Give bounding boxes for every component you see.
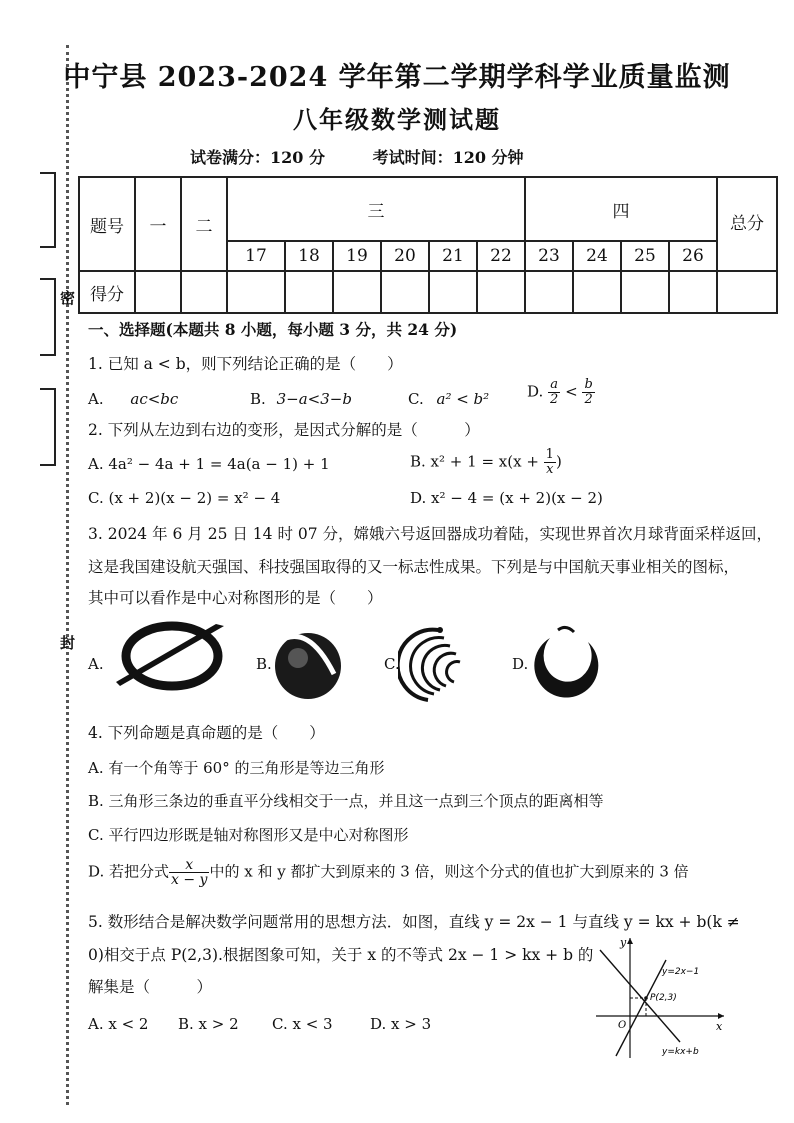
q1-option-b [250,390,352,408]
q4-option-a: A. 有一个角等于 60° 的三角形是等边三角形 [88,759,385,777]
qnum-cell: 26 [669,241,717,271]
option-letter: C. [408,390,424,408]
q4-option-d [88,858,689,887]
score-cell[interactable] [381,271,429,313]
q3-option-a-label: A. [88,655,104,673]
score-label: 得分 [79,271,135,313]
qnum-cell: 23 [525,241,573,271]
binding-dotted-line [66,45,69,1105]
fraction: $\frac{a}{2}$ [550,377,559,407]
seal-char-mi: 密 [60,289,76,307]
q2-option-d: D. x² − 4 = (x + 2)(x − 2) [410,489,603,507]
exam-subtitle: 八年级数学测试题 [293,105,501,134]
q3-line3: 其中可以看作是中心对称图形的是（ ） [88,589,383,607]
qnum-cell: 20 [381,241,429,271]
q3-line1: 3. 2024 年 6 月 25 日 14 时 07 分，嫦娥六号返回器成功着陆，实现世界首次月球背面采样返回， [88,525,773,543]
total-header: 总分 [717,177,777,271]
x-axis-arrow-icon [718,1013,724,1019]
intersection-point [644,996,648,1000]
score-cell[interactable] [227,271,285,313]
q3-option-c-label: C. [384,655,400,673]
q5-line3: 解集是（ ） [88,978,213,996]
q4-stem: 4. 下列命题是真命题的是（ ） [88,724,325,742]
exam-title: 中宁县 2023-2024 学年第二学期学科学业质量监测 [63,62,731,93]
score-cell[interactable] [477,271,525,313]
q4-d-post: 中的 x 和 y 都扩大到原来的 3 倍，则这个分式的值也扩大到原来的 3 倍 [209,862,689,881]
line1-label: y=2x−1 [662,967,700,977]
score-cell[interactable] [181,271,227,313]
x-axis-label: x [716,1020,723,1033]
q5-option-c: C. x < 3 [272,1015,333,1033]
score-cell[interactable] [573,271,621,313]
q5-line2: 0)相交于点 P(2,3).根据图象可知，关于 x 的不等式 2x − 1 > kx + b 的 [88,946,594,964]
space-logo-a-icon [112,620,232,692]
exam-meta [190,145,566,168]
crescent-logo-d-icon [530,624,604,704]
q1-option-a [88,390,178,408]
q1-option-d [527,378,595,407]
qnum-cell: 21 [429,241,477,271]
score-table [78,176,778,314]
qnum-cell: 18 [285,241,333,271]
y-axis-label: y [620,936,627,949]
option-letter: D. [527,382,544,401]
q5-line1: 5. 数形结合是解决数学问题常用的思想方法．如图，直线 y = 2x − 1 与直线 y = kx + b(k ≠ [88,913,740,931]
q5-option-a: A. x < 2 [88,1015,149,1033]
q3-option-b-label: B. [256,655,272,673]
q2-b-close: ) [555,452,562,471]
qnum-cell: 22 [477,241,525,271]
q2-stem: 2. 下列从左边到右边的变形，是因式分解的是（ ） [88,421,480,439]
q1-b-math: 3−a<3−b [276,390,352,408]
q4-option-b: B. 三角形三条边的垂直平分线相交于一点，并且这一点到三个顶点的距离相等 [88,792,604,810]
line-y-2x-minus-1 [616,960,666,1056]
q2-option-a: A. 4a² − 4a + 1 = 4a(a − 1) + 1 [88,455,330,473]
score-cell[interactable] [525,271,573,313]
sec4-header: 四 [525,177,717,241]
qnum-cell: 17 [227,241,285,271]
q2-option-b [410,448,562,477]
q3-option-d-label: D. [512,655,529,673]
qnum-cell: 24 [573,241,621,271]
qnum-cell: 25 [621,241,669,271]
sec1-header: 一 [135,177,181,271]
q3-line2: 这是我国建设航天强国、科技强国取得的又一标志性成果。下列是与中国航天事业相关的图标， [88,558,740,576]
fraction: $\frac{b}{2}$ [584,377,593,407]
q1-option-c [408,390,489,408]
q1-stem: 1. 已知 a < b，则下列结论正确的是（ ） [88,355,403,373]
q5-option-d: D. x > 3 [370,1015,432,1033]
line2-label: y=kx+b [662,1047,699,1057]
sec2-header: 二 [181,177,227,271]
arcs-logo-c-icon [398,622,470,706]
binding-bracket [40,172,56,248]
option-letter: B. [250,390,266,408]
q1-c-math: a² < b² [436,390,490,408]
q4-option-c: C. 平行四边形既是轴对称图形又是中心对称图形 [88,826,409,844]
qnum-cell: 19 [333,241,381,271]
option-letter: A. [88,390,104,408]
fraction: $\frac{x}{x - y}$ [171,857,208,888]
less-than: < [565,382,578,401]
binding-bracket [40,278,56,356]
score-cell[interactable] [717,271,777,313]
score-row [79,271,777,313]
qnum-label: 题号 [79,177,135,271]
score-cell[interactable] [285,271,333,313]
seal-char-feng: 封 [60,634,76,652]
binding-bracket [40,388,56,466]
score-cell[interactable] [333,271,381,313]
q4-d-pre: D. 若把分式 [88,862,170,881]
fraction: $\frac{1}{x}$ [545,447,554,477]
score-cell[interactable] [669,271,717,313]
origin-label: O [618,1020,627,1031]
q2-option-c: C. (x + 2)(x − 2) = x² − 4 [88,489,281,507]
y-axis-arrow-icon [627,938,633,944]
q5-option-b: B. x > 2 [178,1015,239,1033]
score-cell[interactable] [135,271,181,313]
planet-logo-b-icon [268,624,348,704]
full-score: 试卷满分：120 分 [190,148,325,167]
sec3-header: 三 [227,177,525,241]
exam-time: 考试时间：120 分钟 [372,148,524,167]
q2-b-text: B. x² + 1 = x(x + [410,452,544,471]
point-label: P(2,3) [650,993,677,1003]
q5-graph [590,932,730,1062]
score-cell[interactable] [621,271,669,313]
q1-a-math: ac<bc [130,390,179,408]
score-cell[interactable] [429,271,477,313]
section1-heading: 一、选择题(本题共 8 小题，每小题 3 分，共 24 分) [88,320,458,339]
